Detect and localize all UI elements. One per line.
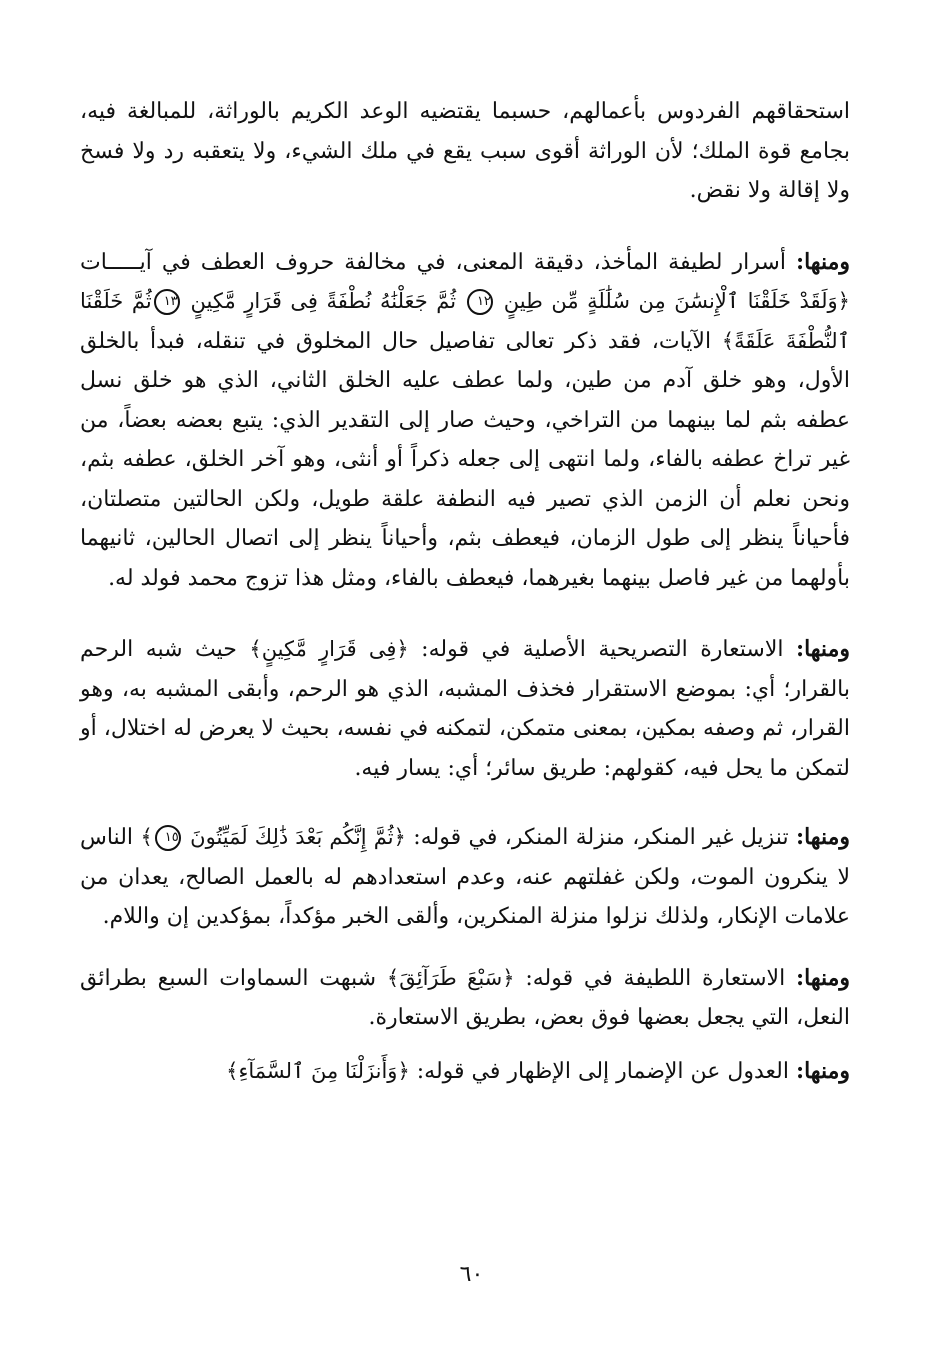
paragraph-text: الناس لا ينكرون الموت، ولكن غفلتهم عنه، وعدم استعدادهم له بالعمل الصالح، يعدان من علامات الإنكار، ولذلك نزلوا منزلة المنكرين، وألقى الخبر مؤكداً، بمؤكدين إن واللام. [80, 825, 850, 929]
paragraph-text: حيث شبه الرحم بالقرار؛ أي: بموضع الاستقرار فخذف المشبه، الذي هو الرحم، وأبقى المشبه به، وهو القرار، ثم وصفه بمكين، بمعنى متمكن، لتمكنه في نفسه، بحيث لا يعرض له اختلال، أو لتمكن ما يحل فيه، كقولهم: طريق سائر؛ أي: يسار فيه. [80, 637, 850, 781]
quran-verse: ثُمَّ خَلَقْنَا ٱلنُّطْفَةَ عَلَقَةً﴾ [80, 289, 850, 353]
paragraph-seven-paths [80, 959, 850, 1038]
paragraph-lead: ومنها: [795, 824, 850, 850]
paragraph-intro: العدول عن الإضمار إلى الإظهار في قوله: [409, 1058, 796, 1084]
paragraph-metaphor-womb [80, 630, 850, 788]
paragraph-lead: ومنها: [795, 1057, 850, 1084]
paragraph-lead: ومنها: [795, 636, 850, 662]
quran-verse-end: ﴾ [140, 825, 153, 849]
quran-verse: ﴿وَلَقَدْ خَلَقْنَا ٱلْإِنسَٰنَ مِن سُلَٰلَةٍ مِّن طِينٍ [503, 289, 850, 313]
paragraph-denier [80, 818, 850, 937]
verse-number-marker: ١٥ [155, 825, 181, 851]
verse-number-marker: ١٣ [154, 289, 180, 315]
paragraph-intro: أسرار لطيفة المأخذ، دقيقة المعنى، في مخالفة حروف العطف في آيـــــات [80, 249, 796, 275]
quran-verse: ﴿سَبْعَ طَرَآئِقَ﴾ [386, 965, 515, 990]
paragraph-text: الآيات، فقد ذكر تعالى تفاصيل حال المخلوق في تنقله، فبدأ بالخلق الأول، وهو خلق آدم من طين، ولما عطف عليه الخلق الثاني، الذي هو خلق نسل عطفه بثم لما بينهما من التراخي، وحيث صار إلى التقدير الذي: يتبع بعضه بعضاً، من غير تراخ عطفه بالفاء، ولما انتهى إلى جعله ذكراً أو أنثى، وهو آخر الخلق، عطفه بثم، ونحن نعلم أن الزمن الذي تصير فيه النطفة علقة طويل، ولكن الحالتين متصلتان، فأحياناً ينظر إلى طول الزمان، فيعطف بثم، وأحياناً ينظر إلى اتصال الحالين، ثانيهما بأولهما من غير فاصل بينهما بغيرهما، فيعطف بالفاء، ومثل هذا تزوج محمد فولد له. [80, 328, 850, 591]
quran-verse: ﴿فِى قَرَارٍ مَّكِينٍ﴾ [249, 637, 409, 661]
page-body [80, 92, 850, 1091]
paragraph-inheritance [80, 92, 850, 211]
verse-number-marker: ١٢ [467, 289, 493, 315]
paragraph-intro: تنزيل غير المنكر، منزلة المنكر، في قوله: [405, 825, 796, 850]
paragraph-text: شبهت السماوات السبع بطرائق النعل، التي يجعل بعضها فوق بعض، بطريق الاستعارة. [80, 965, 850, 1030]
paragraph-lead: ومنها: [796, 964, 851, 991]
paragraph-lead: ومنها: [795, 248, 850, 275]
paragraph-explicit [80, 1052, 850, 1092]
paragraph-conjunctions [80, 243, 850, 599]
paragraph-text: استحقاقهم الفردوس بأعمالهم، حسبما يقتضيه الوعد الكريم بالوراثة، للمبالغة فيه، بجامع قوة الملك؛ لأن الوراثة أقوى سبب يقع في ملك الشيء، ولا يتعقبه رد ولا فسخ ولا إقالة ولا نقض. [80, 99, 850, 203]
page-number: ٦٠ [459, 1262, 484, 1287]
quran-verse: ﴿ثُمَّ إِنَّكُم بَعْدَ ذَٰلِكَ لَمَيِّتُونَ [190, 825, 406, 849]
paragraph-intro: الاستعارة اللطيفة في قوله: [514, 965, 796, 991]
quran-verse: ثُمَّ جَعَلْنَٰهُ نُطْفَةً فِى قَرَارٍ مَّكِينٍ [190, 289, 457, 313]
quran-verse: ﴿وَأَنزَلْنَا مِنَ ٱلسَّمَآءِ﴾ [226, 1058, 410, 1083]
paragraph-intro: الاستعارة التصريحية الأصلية في قوله: [408, 637, 796, 662]
